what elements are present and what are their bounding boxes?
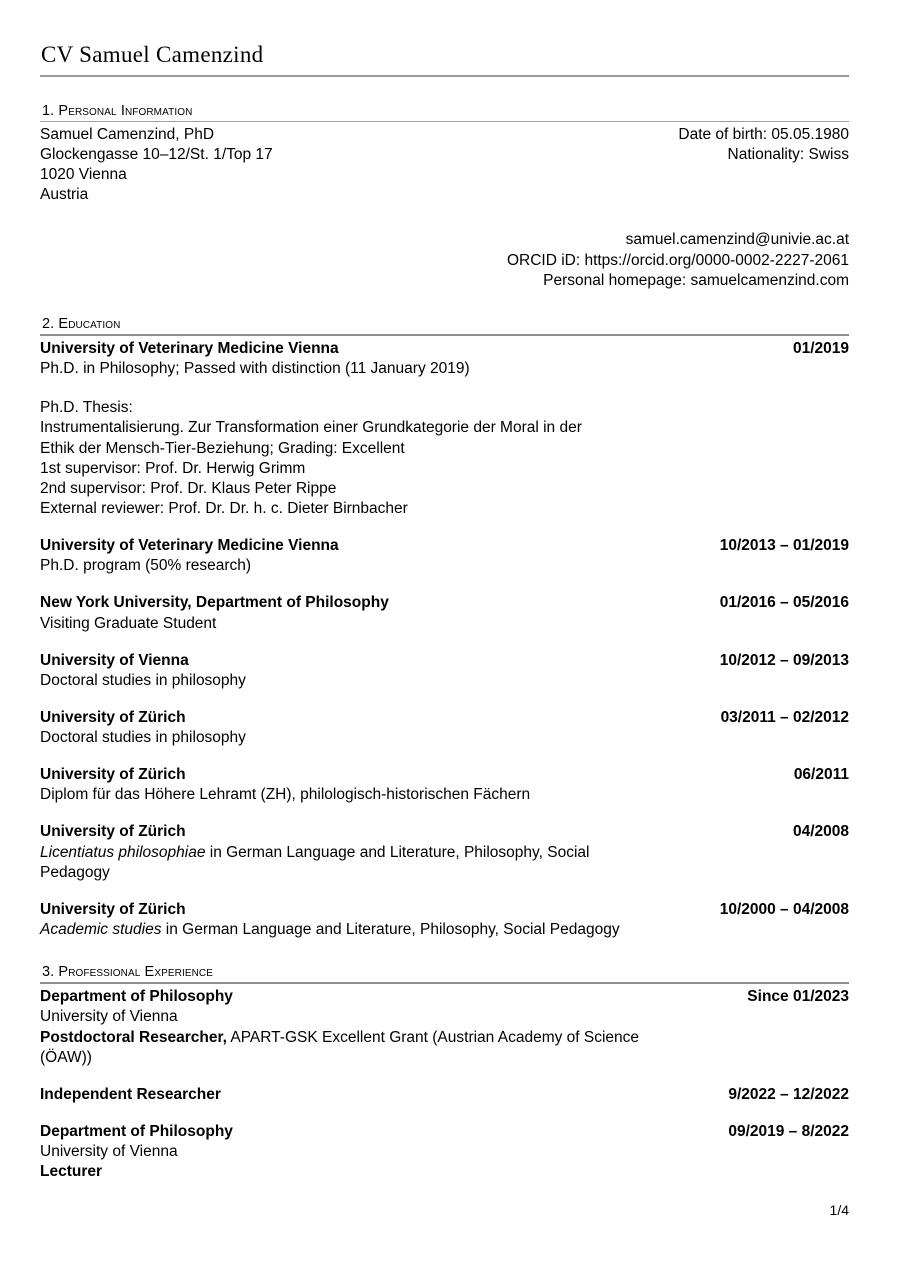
entry-detail: Diplom für das Höhere Lehramt (ZH), philologisch-historischen Fächern [40,786,531,804]
education-entry [40,593,849,633]
entry-header [40,1122,849,1142]
institution-name: University of Vienna [40,651,189,669]
personal-country: Austria [40,186,89,204]
thesis-external-reviewer: External reviewer: Prof. Dr. Dr. h. c. Dieter Birnbacher [40,499,408,517]
education-entry [40,708,849,748]
date-of-birth: Date of birth: 05.05.1980 [678,125,849,143]
degree-subjects: in German Language and Literature, Philosophy, Social Pedagogy [161,921,620,939]
section-divider-professional-experience [40,982,849,984]
personal-address-block [40,125,273,206]
entry-date: 10/2000 – 04/2008 [719,900,849,918]
section-heading-education: 2. Education [42,315,121,332]
role-description [40,1162,849,1182]
personal-city: 1020 Vienna [40,166,127,184]
entry-header [40,593,849,613]
entry-date: 9/2022 – 12/2022 [728,1085,849,1103]
personal-homepage[interactable]: Personal homepage: samuelcamenzind.com [543,271,849,289]
section-personal-information [40,103,849,291]
degree-subjects: in German Language and Literature, Philosophy, Social Pedagogy [40,843,590,881]
organisation-name: Independent Researcher [40,1085,221,1103]
institution-name: New York University, Department of Philosophy [40,594,389,612]
entry-detail: Doctoral studies in philosophy [40,671,246,689]
entry-detail [40,920,660,940]
section-professional-experience [40,964,849,1182]
entry-spacer [40,379,849,398]
section-divider-education [40,334,849,336]
institution-name: University of Zürich [40,900,186,918]
page-number: 1/4 [829,1202,849,1218]
education-entry [40,339,849,519]
entry-date: Since 01/2023 [747,988,849,1006]
section-education [40,316,849,940]
thesis-title-line-2: Ethik der Mensch-Tier-Beziehung; Grading: Excellent [40,439,405,457]
email-address[interactable]: samuel.camenzind@univie.ac.at [625,231,849,249]
education-entry [40,765,849,805]
section-divider-personal-information [40,121,849,122]
thesis-first-supervisor: 1st supervisor: Prof. Dr. Herwig Grimm [40,459,306,477]
organisation-name: Department of Philosophy [40,988,233,1006]
education-entry [40,900,849,940]
section-heading-personal-information: 1. Personal Information [42,102,193,119]
entry-date: 10/2012 – 09/2013 [719,651,849,669]
role-title: Postdoctoral Researcher, [40,1028,227,1046]
personal-facts-block [678,125,849,165]
education-entry [40,822,849,882]
nationality: Nationality: Swiss [727,146,849,163]
section-heading-professional-experience: 3. Professional Experience [42,964,214,981]
entry-date: 01/2019 [792,339,849,357]
degree-name: Licentiatus philosophiae [40,843,206,861]
experience-entry [40,1085,849,1105]
institution-name: University of Zürich [40,766,186,784]
role-description [40,1028,680,1068]
personal-name: Samuel Camenzind, PhD [40,125,215,143]
entry-date: 04/2008 [792,823,849,841]
thesis-label: Ph.D. Thesis: [40,399,133,417]
thesis-second-supervisor: 2nd supervisor: Prof. Dr. Klaus Peter Rippe [40,479,337,497]
entry-date: 06/2011 [793,766,849,784]
entry-header [40,708,849,728]
entry-header [40,765,849,785]
thesis-title-line-1: Instrumentalisierung. Zur Transformation einer Grundkategorie der Moral in der [40,419,582,437]
entry-header [40,822,849,842]
entry-header [40,900,849,920]
experience-entry [40,1122,849,1182]
organisation-name: Department of Philosophy [40,1123,233,1140]
experience-entry [40,987,849,1068]
affiliation: University of Vienna [40,1008,178,1026]
page-title: CV Samuel Camenzind [41,42,264,67]
entry-header [40,536,849,556]
entry-date: 03/2011 – 02/2012 [720,708,849,726]
institution-name: University of Veterinary Medicine Vienna [40,339,339,357]
role-grant: APART-GSK Excellent Grant (Austrian Academy of Science (ÖAW)) [40,1028,640,1066]
entry-date: 09/2019 – 8/2022 [728,1123,849,1140]
entry-date: 10/2013 – 01/2019 [719,537,849,555]
role-title: Lecturer [40,1163,103,1181]
affiliation: University of Vienna [40,1143,178,1161]
entry-detail: Visiting Graduate Student [40,614,217,632]
entry-header [40,651,849,671]
entry-header [40,987,849,1007]
degree-name: Academic studies [40,921,162,939]
institution-name: University of Zürich [40,823,186,841]
entry-detail: Ph.D. in Philosophy; Passed with distinction (11 January 2019) [40,360,470,378]
entry-header [40,339,849,359]
title-divider [40,75,849,77]
institution-name: University of Veterinary Medicine Vienna [40,537,339,555]
entry-date: 01/2016 – 05/2016 [719,594,849,612]
orcid-id[interactable]: ORCID iD: https://orcid.org/0000-0002-2227-2061 [506,251,849,269]
entry-detail: Ph.D. program (50% research) [40,557,252,575]
entry-detail: Doctoral studies in philosophy [40,729,246,747]
entry-detail [40,843,660,883]
personal-information-block [40,125,849,206]
contact-block [40,230,849,290]
personal-street: Glockengasse 10–12/St. 1/Top 17 [40,146,273,163]
institution-name: University of Zürich [40,708,186,726]
entry-header [40,1085,849,1105]
education-entry [40,651,849,691]
education-entry [40,536,849,576]
